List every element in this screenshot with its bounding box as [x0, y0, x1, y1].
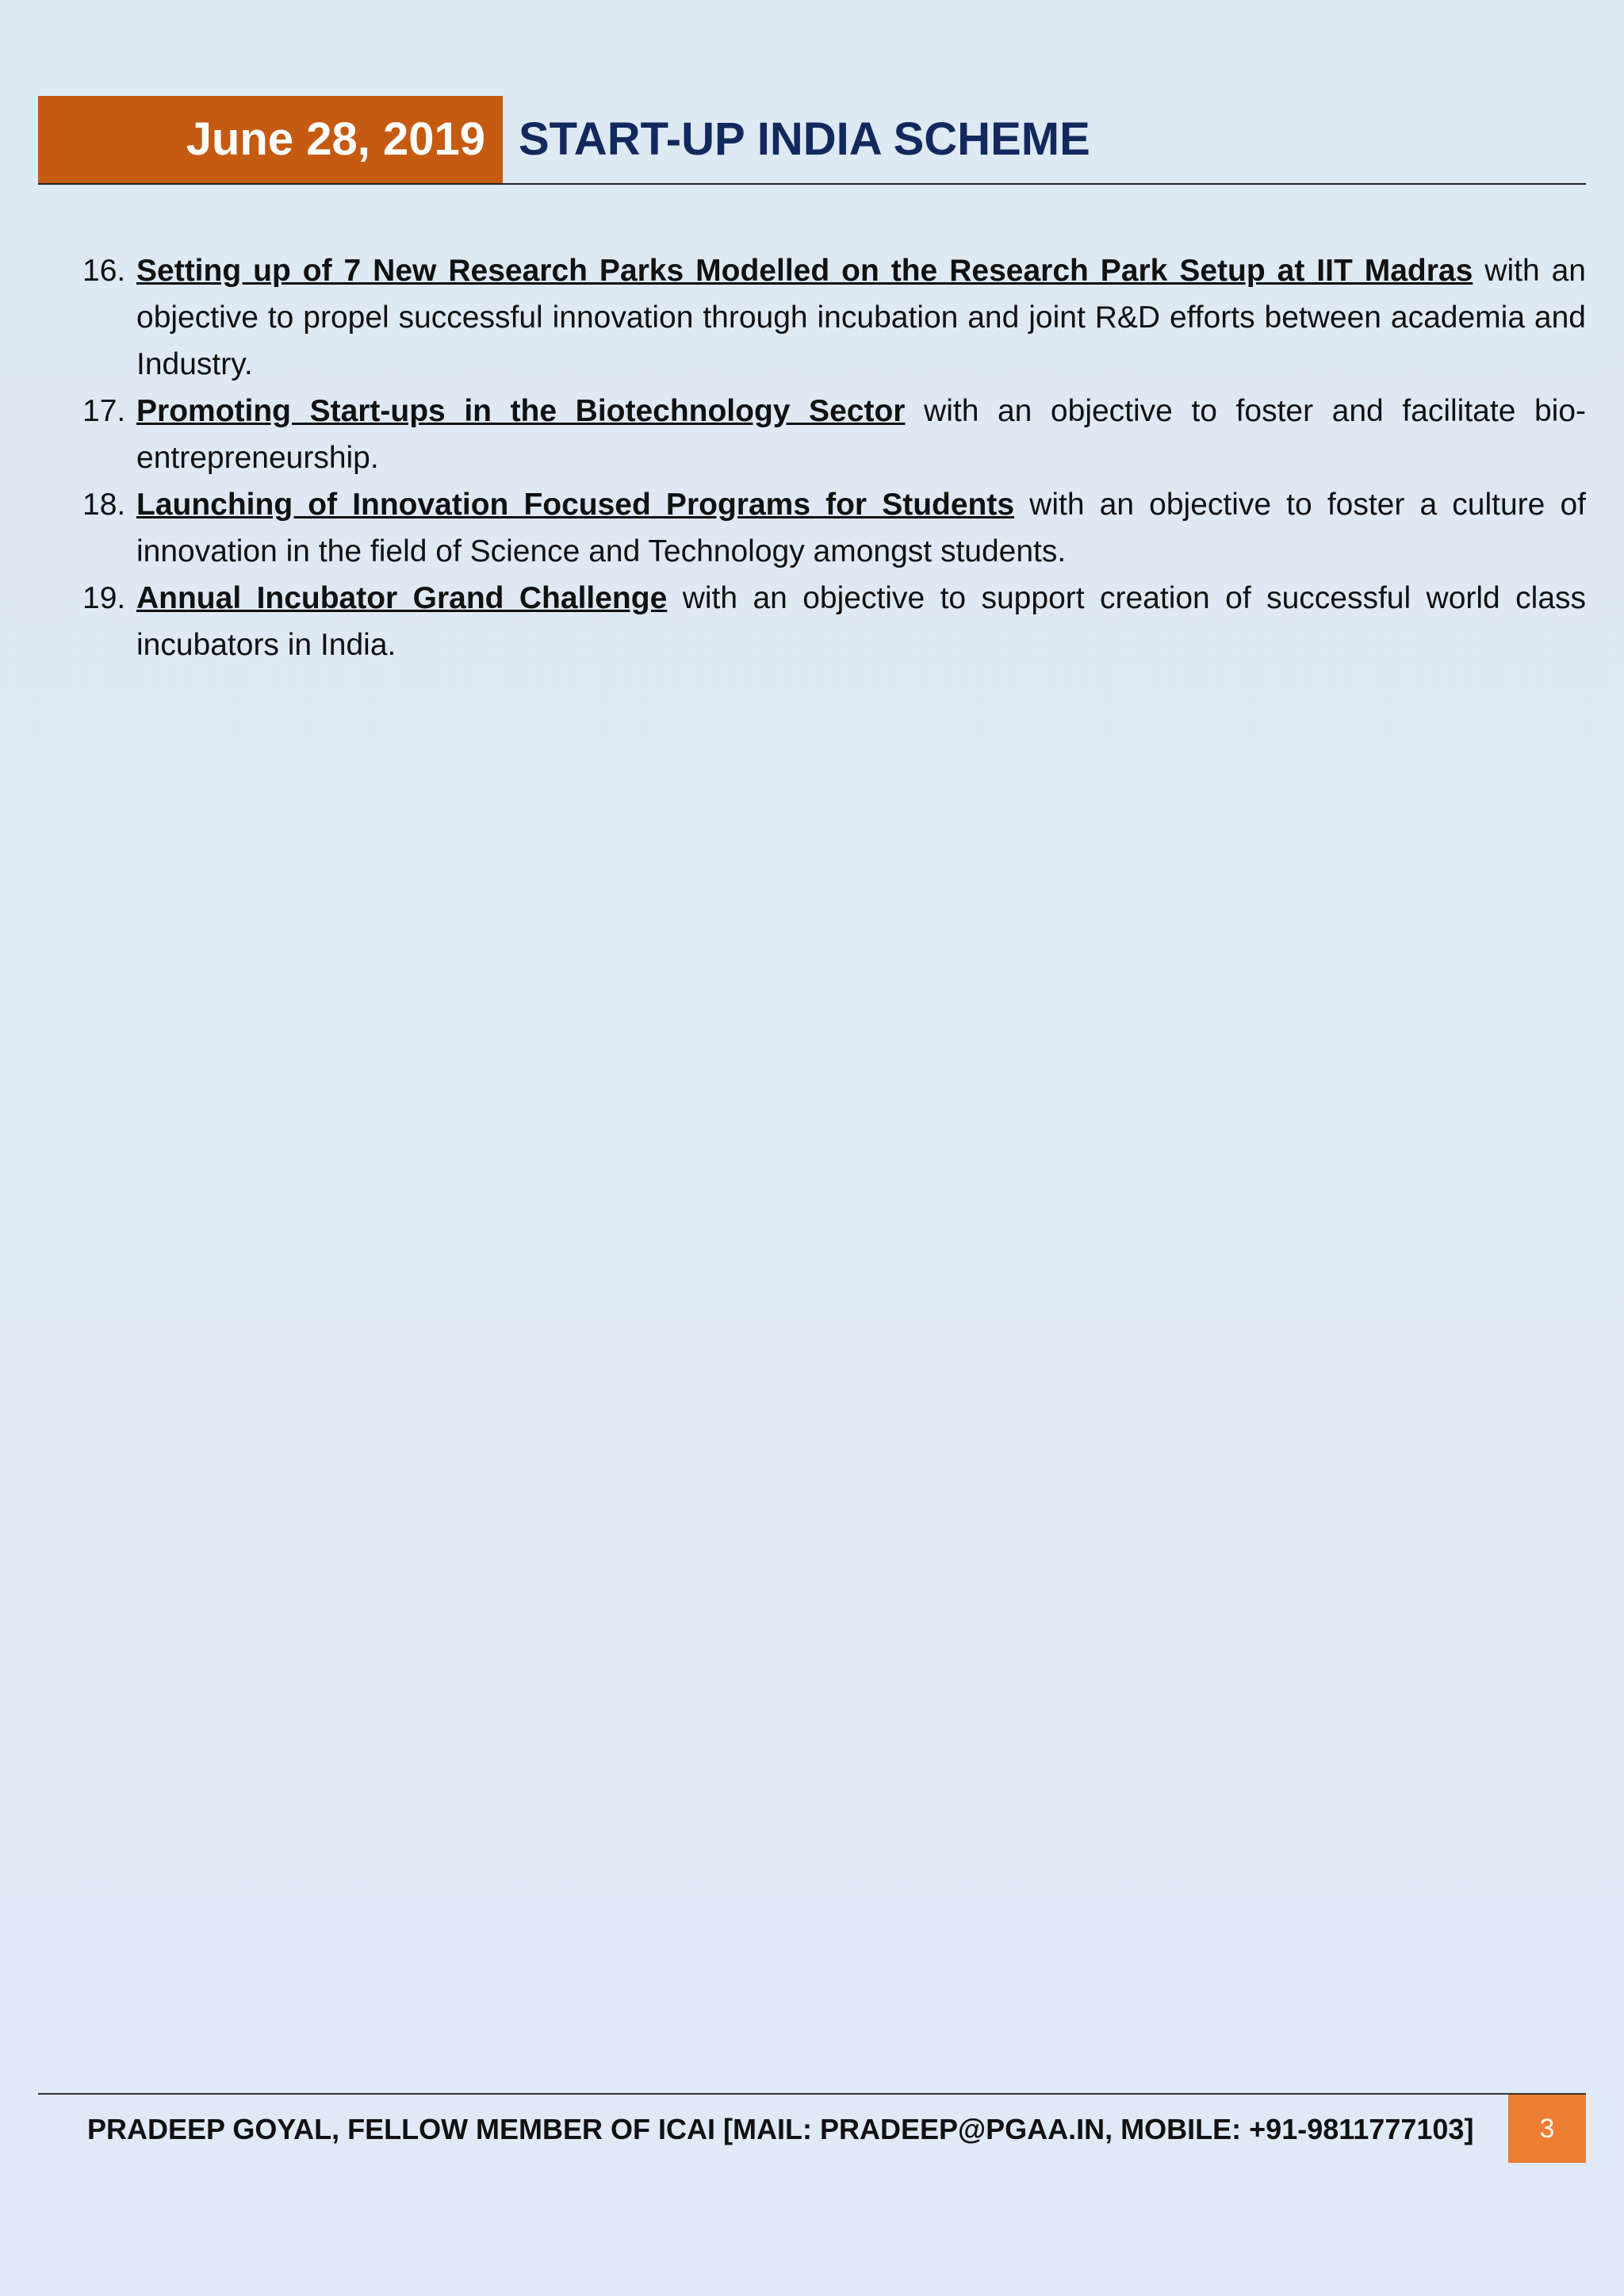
list-item-description: with an objective to propel successful innovation through incubation and joint R&D efforts between academia and Industry.: [136, 254, 1586, 381]
list-item: [82, 481, 1586, 575]
list-item-heading: Setting up of 7 New Research Parks Modelled on the Research Park Setup at IIT Madras: [136, 254, 1473, 288]
header-date: June 28, 2019: [38, 96, 503, 183]
list-item-number: 17.: [82, 394, 126, 428]
list-item-text: [136, 247, 1586, 388]
list-item-description: with an objective to foster and facilitate bio-entrepreneurship.: [136, 394, 1587, 475]
list-item-number: 18.: [82, 488, 126, 522]
list-item-text: [136, 575, 1586, 668]
list-item-heading: Promoting Start-ups in the Biotechnology Sector: [136, 394, 906, 428]
numbered-list: [82, 247, 1586, 668]
document-title: START-UP INDIA SCHEME: [519, 113, 1090, 165]
page-header: [38, 96, 1586, 185]
list-item: [82, 575, 1586, 668]
list-item-number: 19.: [82, 581, 126, 615]
list-item: [82, 247, 1586, 388]
page-number: 3: [1508, 2095, 1586, 2163]
footer-divider: [38, 2093, 1586, 2095]
footer-author-info: PRADEEP GOYAL, FELLOW MEMBER OF ICAI [MAIL: PRADEEP@PGAA.IN, MOBILE: +91-9811777103]: [87, 2113, 1474, 2145]
list-item-text: [136, 481, 1586, 575]
list-item-heading: Annual Incubator Grand Challenge: [136, 581, 668, 615]
list-item-number: 16.: [82, 254, 126, 288]
list-item-description: with an objective to foster a culture of innovation in the field of Science and Technology amongst students.: [136, 488, 1586, 568]
list-item: [82, 388, 1586, 481]
list-item-description: with an objective to support creation of successful world class incubators in India.: [136, 581, 1587, 662]
list-item-heading: Launching of Innovation Focused Programs for Students: [136, 488, 1015, 522]
list-item-text: [136, 388, 1586, 481]
